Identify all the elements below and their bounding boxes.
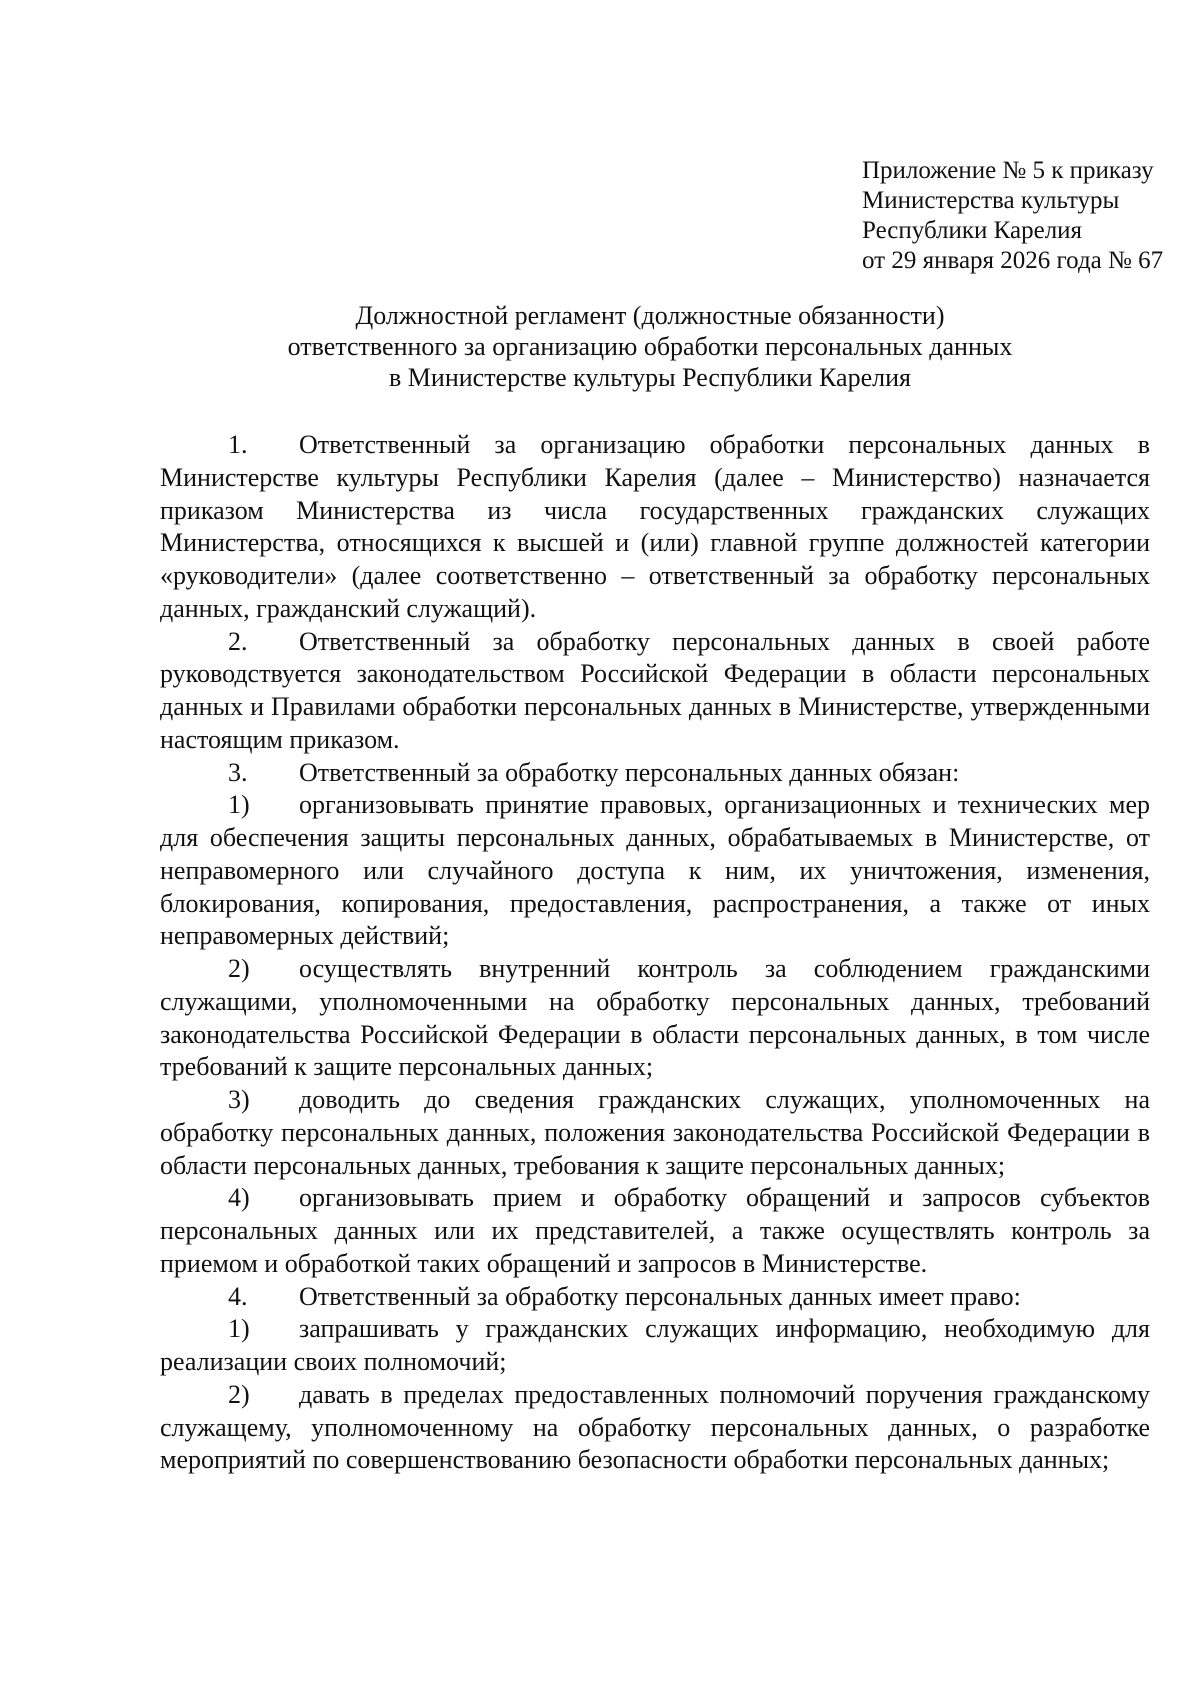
paragraph [160,429,1150,626]
list-item [160,1084,1150,1182]
title-line: ответственного за организацию обработки персональных данных [287,332,1013,361]
list-item [160,789,1150,953]
list-item [160,1182,1150,1280]
title-line: в Министерстве культуры Республики Карелия [389,363,911,392]
list-item-number: 4) [228,1183,250,1213]
list-item-text: осуществлять внутренний контроль за соблюдением гражданскими служащими, уполномоченными на обработку персональных данных, требований законодательства Российской Федерации в области персональных данных, в том числе требований к защите персональных данных; [160,954,1150,1082]
list-item-number: 1) [228,1314,250,1344]
appendix-line: Приложение № 5 к приказу [862,157,1154,184]
paragraph-number: 1. [228,430,248,459]
paragraph-number: 3. [228,757,248,787]
document-body [160,429,1150,1477]
paragraph [160,1281,1150,1314]
title-line: Должностной регламент (должностные обязанности) [355,301,945,330]
appendix-line: Республики Карелия [862,217,1083,244]
list-item-number: 2) [228,954,250,983]
list-item-text: давать в пределах предоставленных полномочий поручения гражданскому служащему, уполномоченному на обработку персональных данных, о разработке мероприятий по совершенствованию безопасности обработки персональных данных; [160,1379,1150,1475]
list-item-number: 3) [228,1085,250,1114]
list-item [160,1313,1150,1379]
appendix-block [862,156,1163,276]
paragraph-text: Ответственный за организацию обработки персональных данных в Министерстве культуры Республики Карелия (далее – Министерство) назначается приказом Министерства из числа государственных гражданских служащих Министерства, относящихся к высшей и (или) главной группе должностей категории «руководители» (далее соответственно – ответственный за обработку персональных данных, гражданский служащий). [160,430,1150,623]
list-item-text: организовывать прием и обработку обращений и запросов субъектов персональных данных или их представителей, а также осуществлять контроль за приемом и обработкой таких обращений и запросов в Министерстве. [160,1183,1150,1278]
appendix-line: от 29 января 2026 года № 67 [862,247,1164,274]
paragraph-number: 2. [228,626,248,656]
list-item-text: организовывать принятие правовых, организационных и технических мер для обеспечения защиты персональных данных, обрабатываемых в Министерстве, от неправомерного или случайного доступа к ним, их уничтожения, изменения, блокирования, копирования, предоставления, распространения, а также от иных неправомерных действий; [160,790,1150,951]
list-item-text: запрашивать у гражданских служащих информацию, необходимую для реализации своих полномочий; [160,1314,1150,1376]
paragraph [160,757,1150,790]
paragraph [160,626,1150,757]
document-title [150,300,1150,393]
paragraph-text: Ответственный за обработку персональных данных в своей работе руководствуется законодательством Российской Федерации в области персональных данных и Правилами обработки персональных данных в Министерстве, утвержденными настоящим приказом. [160,626,1150,754]
list-item-text: доводить до сведения гражданских служащих, уполномоченных на обработку персональных данных, положения законодательства Российской Федерации в области персональных данных, требования к защите персональных данных; [160,1085,1150,1180]
list-item-number: 1) [228,790,250,820]
paragraph-number: 4. [228,1281,248,1311]
paragraph-text: Ответственный за обработку персональных данных имеет право: [299,1281,1021,1311]
paragraph-text: Ответственный за обработку персональных данных обязан: [299,757,960,787]
list-item [160,953,1150,1084]
list-item-number: 2) [228,1379,250,1409]
list-item [160,1379,1150,1477]
appendix-line: Министерства культуры [862,187,1120,214]
